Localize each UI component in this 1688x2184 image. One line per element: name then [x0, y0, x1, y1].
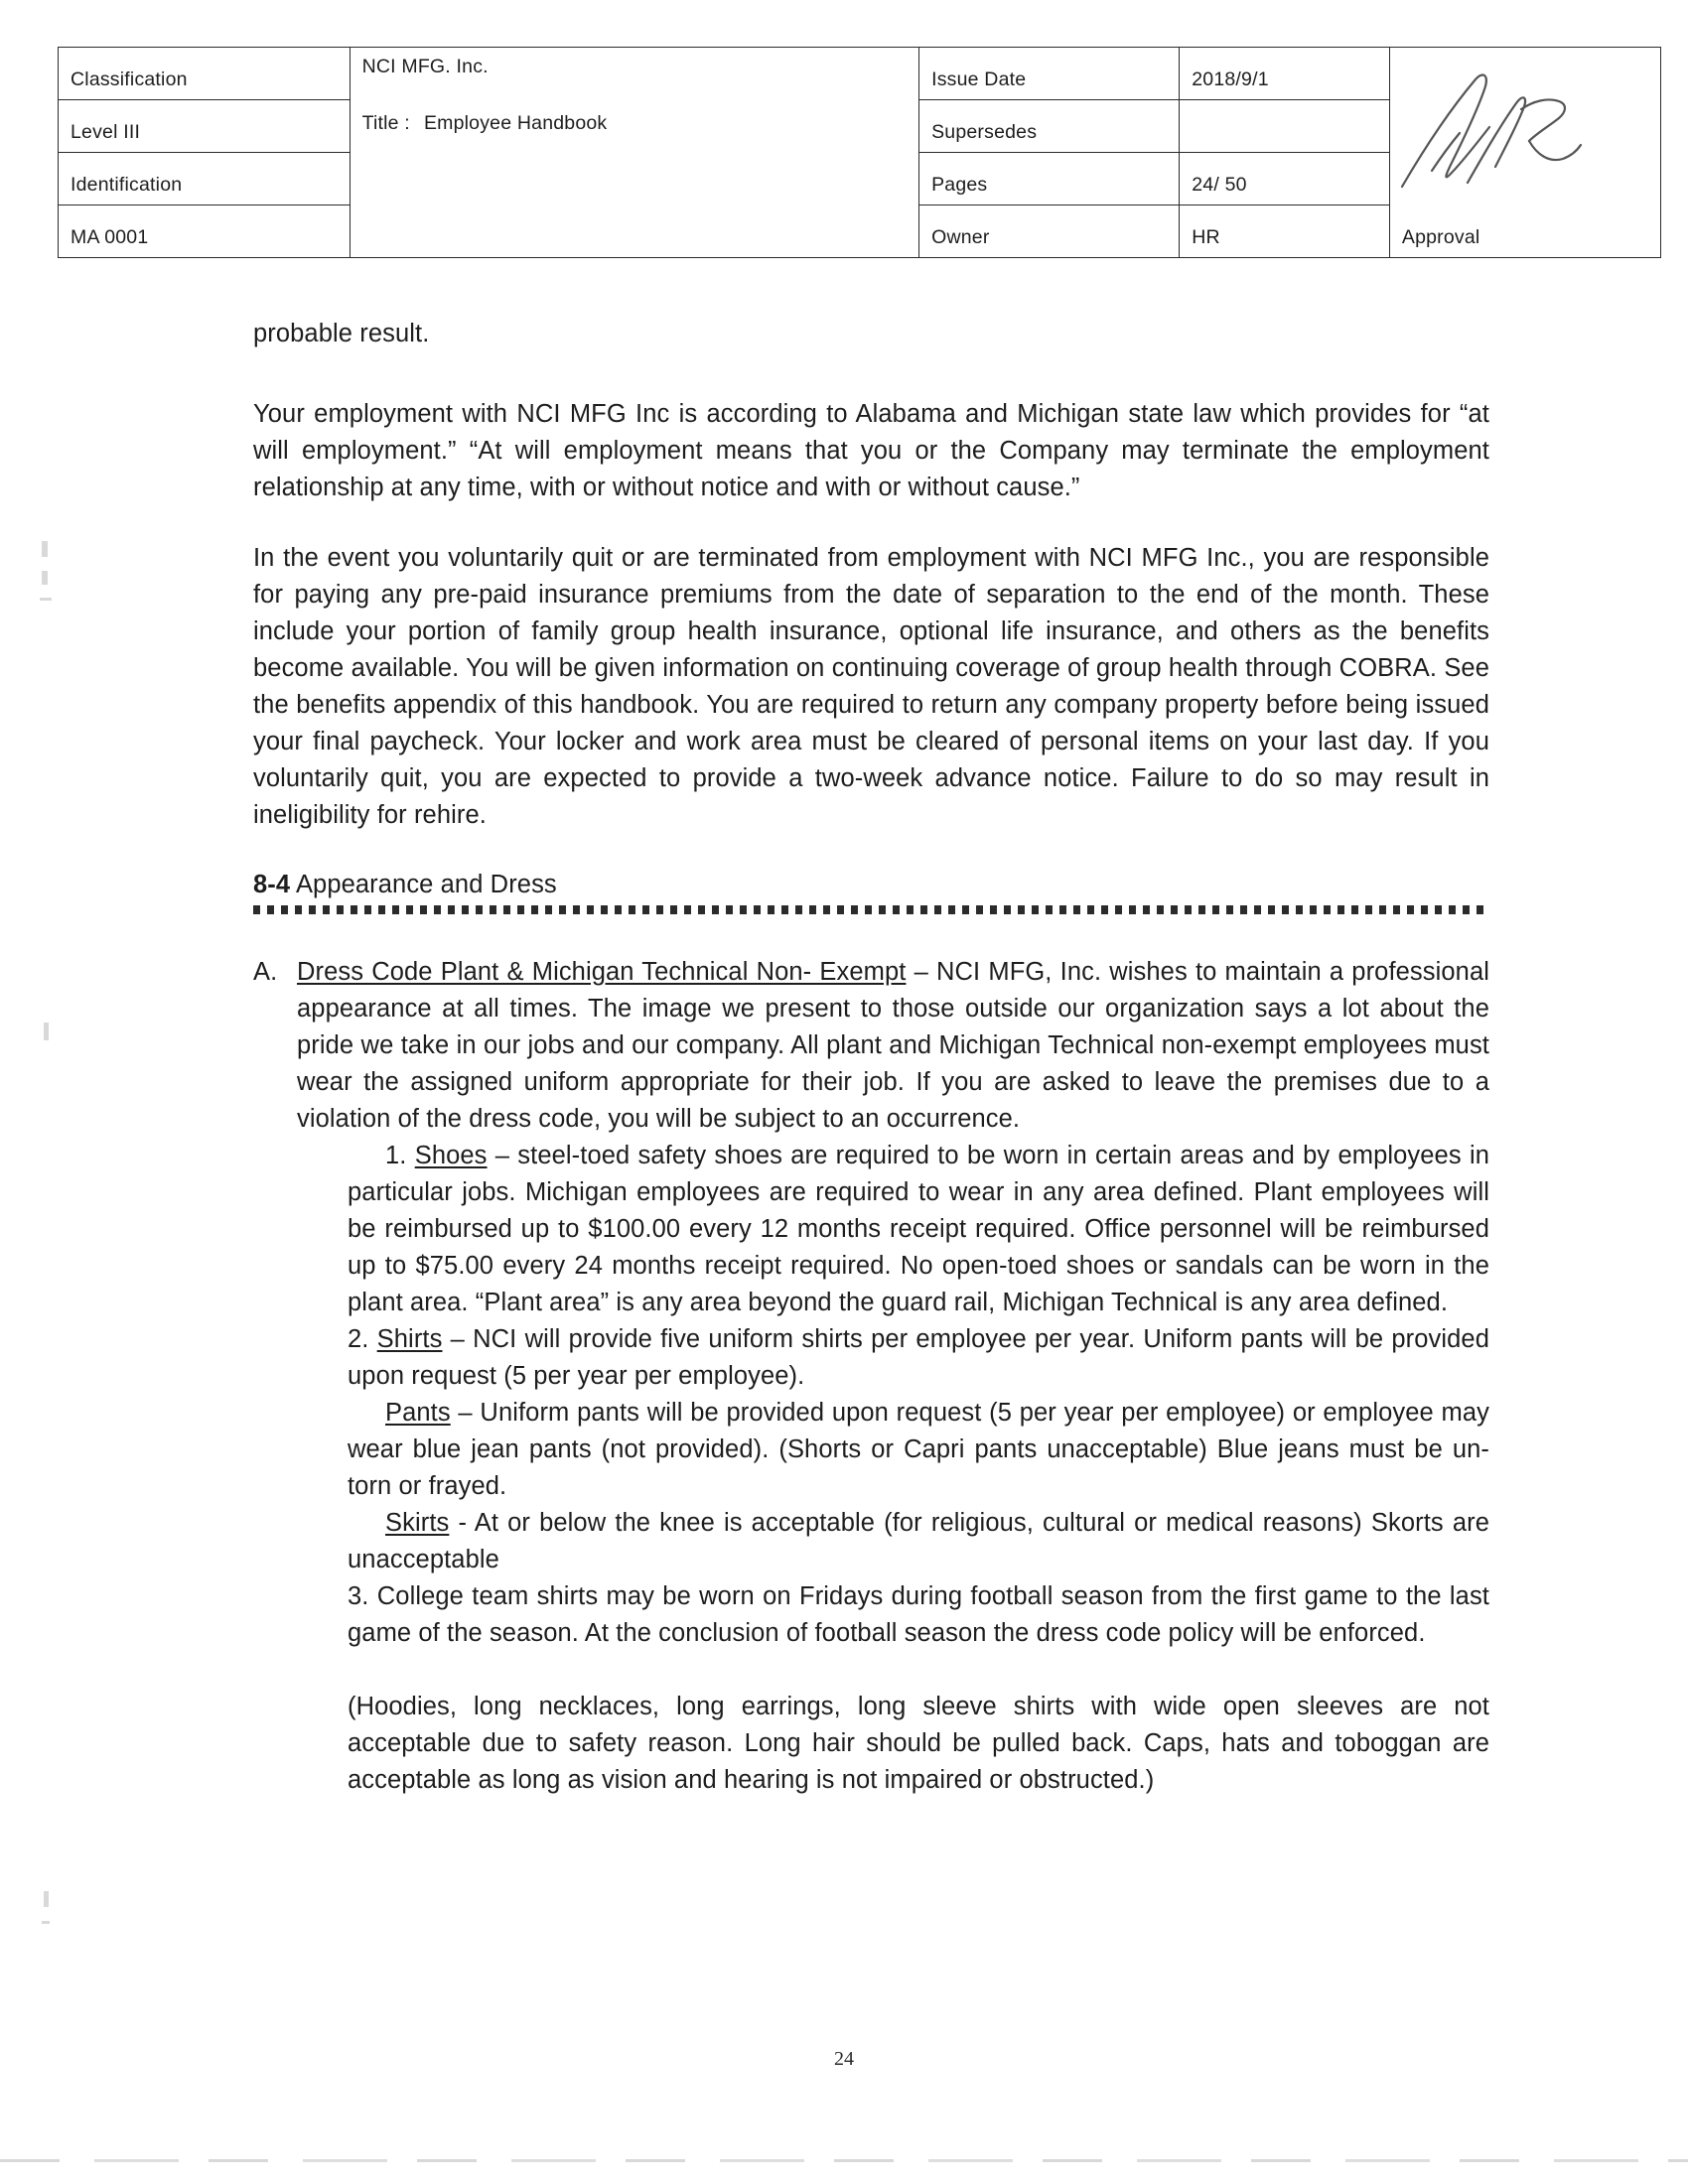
section-heading-8-4 [253, 868, 1489, 901]
approval-label: Approval [1401, 225, 1480, 248]
page-number: 24 [834, 2048, 854, 2070]
list-item-content [297, 954, 1489, 1138]
cell-pages-value: 24/ 50 [1180, 153, 1390, 205]
shirts-text: – NCI will provide five uniform shirts per employee per year. Uniform pants will be provided upon request (5 per year per employee). [348, 1325, 1489, 1390]
sublist-dress-requirements [348, 1138, 1489, 1799]
company-name: NCI MFG. Inc. [361, 56, 489, 77]
pants-text: – Uniform pants will be provided upon request (5 per year per employee) or employee may wear blue jean pants (not provided). (Shorts or Capri pants unacceptable) Blue jeans must be un-torn or frayed. [348, 1399, 1489, 1500]
cell-issue-date-value: 2018/9/1 [1180, 48, 1390, 100]
cell-supersedes-value [1180, 100, 1390, 153]
shoes-text: – steel-toed safety shoes are required to be worn in certain areas and by employees in particular jobs. Michigan employees are required to wear in any area defined. Plant employees will be reimbursed up to $100.00 every 12 months receipt required. Office personnel will be reimbursed up to $75.00 every 24 months receipt required. No open-toed shoes or sandals can be worn in the plant area. “Plant area” is any area beyond the guard rail, Michigan Technical is any area defined. [348, 1142, 1489, 1316]
scan-artifact [42, 541, 48, 557]
document-body [253, 316, 1489, 1799]
signature-mark [1372, 64, 1591, 193]
shoes-underlined-title: Shoes [414, 1142, 488, 1169]
section-divider-dotted-rule [253, 905, 1489, 914]
scan-artifact [40, 598, 52, 601]
cell-company-title [350, 48, 919, 258]
cell-approval [1389, 48, 1660, 258]
skirts-text: - At or below the knee is acceptable (for religious, cultural or medical reasons) Skorts are unacceptable [348, 1509, 1489, 1573]
document-header-table [58, 47, 1661, 258]
paragraph-separation-benefits: In the event you voluntarily quit or are terminated from employment with NCI MFG Inc., you are responsible for paying any pre-paid insurance premiums from the date of separation to the end of the month. These include your portion of family group health insurance, optional life insurance, and others as the benefits become available. You will be given information on continuing coverage of group health through COBRA. See the benefits appendix of this handbook. You are required to return any company property before being issued your final paycheck. Your locker and work area must be cleared of personal items on your last day. If you voluntarily quit, you are expected to provide a two-week advance notice. Failure to do so may result in ineligibility for rehire. [253, 544, 1489, 829]
scan-bottom-edge [0, 2159, 1688, 2162]
scan-artifact [42, 1921, 50, 1924]
sublist-item-skirts [348, 1505, 1489, 1578]
table-row [59, 48, 1661, 100]
skirts-underlined-title: Skirts [385, 1509, 450, 1537]
section-title: Appearance and Dress [295, 871, 557, 898]
cell-identification-value: MA 0001 [59, 205, 351, 258]
cell-identification-label: Identification [59, 153, 351, 205]
dress-code-text: – NCI MFG, Inc. wishes to maintain a professional appearance at all times. The image we present to those outside our organization says a lot about the pride we take in our jobs and our company. All plant and Michigan Technical non-exempt employees must wear the assigned uniform appropriate for their job. If you are asked to leave the premises due to a violation of the dress code, you will be subject to an occurrence. [297, 958, 1489, 1133]
scan-artifact [44, 1023, 49, 1040]
paragraph-prohibited-items: (Hoodies, long necklaces, long earrings, long sleeve shirts with wide open sleeves are not acceptable due to safety reason. Long hair should be pulled back. Caps, hats and toboggan are acceptable as long as vision and hearing is not impaired or obstructed.) [348, 1693, 1489, 1794]
scan-artifact [42, 571, 48, 585]
sublist-item-shirts [348, 1321, 1489, 1395]
paragraph-spacer [348, 1652, 1489, 1689]
cell-pages-label: Pages [919, 153, 1180, 205]
sublist-item-pants [348, 1395, 1489, 1505]
title-value: Employee Handbook [423, 112, 608, 135]
paragraph-at-will-employment: Your employment with NCI MFG Inc is according to Alabama and Michigan state law which provides for “at will employment.” “At will employment means that you or the Company may terminate the employment relationship at any time, with or without notice and with or without cause.” [253, 400, 1489, 501]
section-number: 8-4 [253, 871, 291, 898]
shoes-marker: 1. [385, 1142, 407, 1169]
cell-owner-value: HR [1180, 205, 1390, 258]
orphan-line: probable result. [253, 320, 430, 347]
shirts-marker: 2. [348, 1325, 369, 1353]
dress-code-underlined-title: Dress Code Plant & Michigan Technical Non- Exempt [297, 958, 907, 986]
cell-level-label: Level III [59, 100, 351, 153]
pants-underlined-title: Pants [385, 1399, 451, 1427]
cell-issue-date-label: Issue Date [919, 48, 1180, 100]
scan-artifact [44, 1891, 49, 1907]
sublist-item-shoes [348, 1138, 1489, 1321]
shirts-underlined-title: Shirts [376, 1325, 443, 1353]
cell-classification-label: Classification [59, 48, 351, 100]
cell-owner-label: Owner [919, 205, 1180, 258]
cell-supersedes-label: Supersedes [919, 100, 1180, 153]
list-item-marker: A. [253, 958, 278, 986]
title-label: Title : [361, 112, 410, 135]
document-title-line [362, 113, 910, 134]
list-item-a-dress-code [253, 954, 1489, 1138]
sublist-item-college-shirts: 3. College team shirts may be worn on Fridays during football season from the first game to the last game of the season. At the conclusion of football season the dress code policy will be enforced. [348, 1582, 1489, 1647]
